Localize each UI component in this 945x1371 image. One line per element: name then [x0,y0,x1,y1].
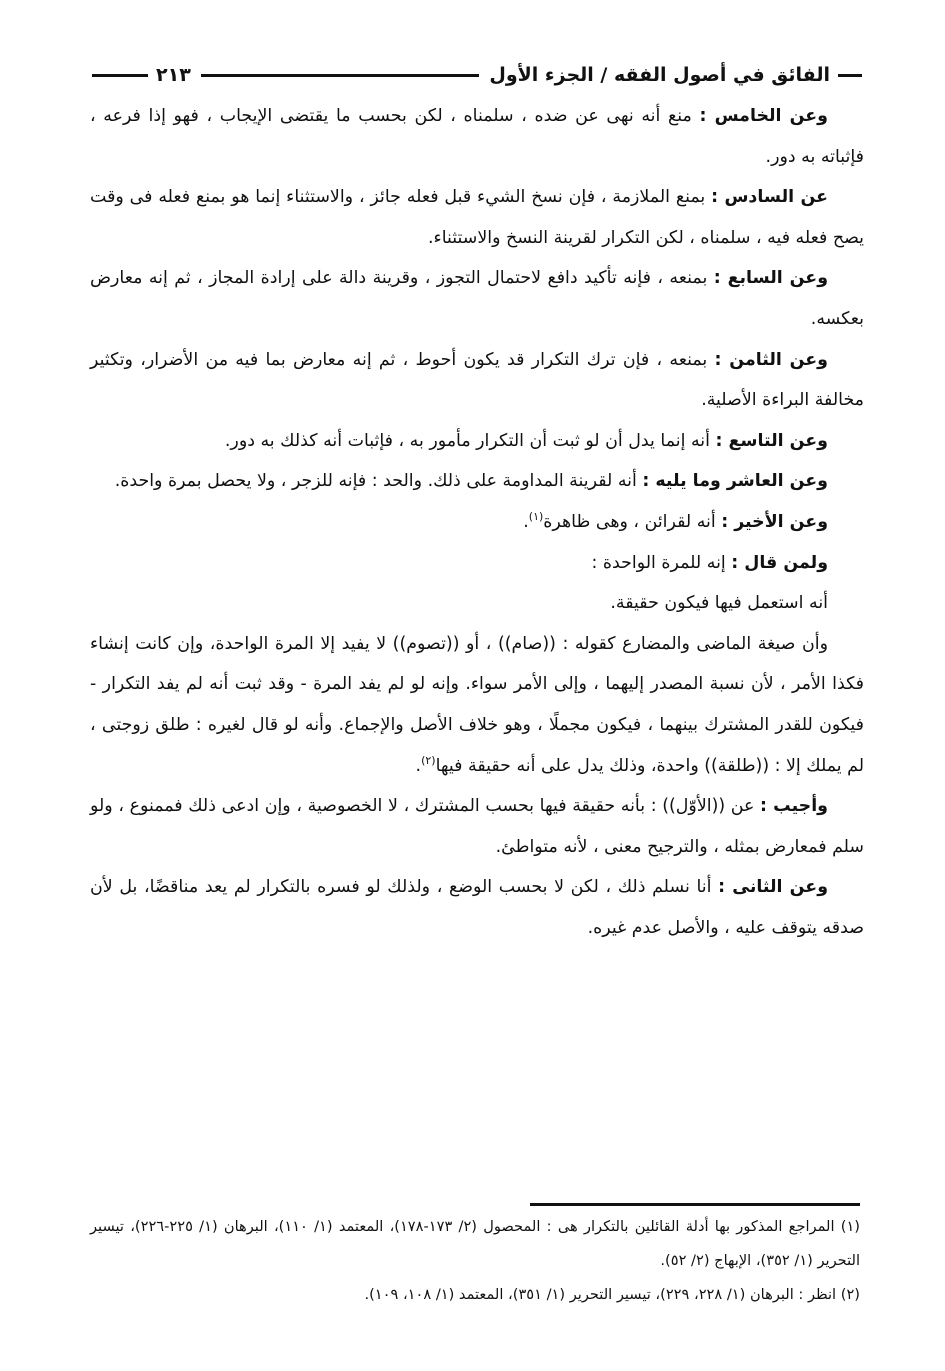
paragraph-ninth [90,421,864,462]
paragraph-text: بمنعه ، فإنه تأكيد دافع لاحتمال التجوز ، وقرينة دالة على إرادة المجاز ، ثم إنه معارض بعكسه. [90,268,864,329]
paragraph-reply [90,786,864,867]
paragraph-lead: وعن التاسع : [715,430,828,451]
paragraph-sixth [90,177,864,258]
paragraph-last [90,502,864,543]
footnote-1: (١) المراجع المذكور بها أدلة القائلين بالتكرار هى : المحصول (٢/ ١٧٣-١٧٨)، المعتمد (١/ ١١٠)، البرهان (١/ ٢٢٥-٢٢٦)، تيسير التحرير (١/ ٣٥٢)، الإبهاج (٢/ ٥٢). [90,1218,860,1269]
paragraph-lead: ولمن قال : [731,552,828,573]
paragraph-tenth [90,461,864,502]
paragraph-lead: وأجيب : [760,796,828,817]
paragraph-text: أنا نسلم ذلك ، لكن لا بحسب الوضع ، ولذلك لو فسره بالتكرار لم يعد مناقضًا، بل لأن صدقه يتوقف عليه ، والأصل عدم غيره. [90,877,864,938]
paragraph-text: أنه إنما يدل أن لو ثبت أن التكرار مأمور به ، فإثبات أنه كذلك به دور. [224,430,716,451]
paragraph-lead: وعن الثانى : [718,877,829,898]
paragraph-lead: وعن الثامن : [714,349,828,370]
paragraph-lead: عن السادس : [711,187,828,208]
paragraph-text: أنه لقرينة المداومة على ذلك. والحد : فإنه للزجر ، ولا يحصل بمرة واحدة. [114,471,643,492]
paragraph-text: عن ((الأوّل)) : بأنه حقيقة فيها بحسب المشترك ، لا الخصوصية ، وإن ادعى ذلك فممنوع ، ولو سلم فمعارض بمثله ، والترجيح معنى ، لأنه متواطئ. [90,796,864,857]
paragraph-text: بمنع الملازمة ، فإن نسخ الشيء قبل فعله جائز ، والاستثناء إنما هو بمنع فعله فى وقت يصح فعله فيه ، سلمناه ، لكن التكرار لقرينة النسخ والاستثناء. [90,187,864,248]
paragraph-argument-2 [90,624,864,786]
header-rule [201,74,480,77]
footnote-separator [530,1203,860,1206]
header-rule-end [92,74,148,77]
paragraph-text: وأن صيغة الماضى والمضارع كقوله : ((صام)) ، أو ((تصوم)) لا يفيد إلا المرة الواحدة، وإن كانت إنشاء فكذا الأمر ، لأن نسبة المصدر إليهما ، وإلى الأمر سواء. وإنه لو لم يفد المرة - وقد ثبت أنه لم يفد التكرار - فيكون للقدر المشترك بينهما ، فيكون مجملًا ، وهو خلاف الأصل والإجماع. وأنه لو قال لغيره : طلق زوجتى ، لم يملك إلا : ((طلقة)) واحدة، وذلك يدل على أنه حقيقة فيها [90,633,864,776]
paragraph-tail: . [523,511,529,532]
paragraph-second-reply [90,867,864,948]
paragraph-text: منع أنه نهى عن ضده ، سلمناه ، لكن بحسب ما يقتضى الإيجاب ، فهو إذا فرعه ، فإثباته به دور. [90,106,864,167]
paragraph-fifth [90,96,864,177]
paragraph-seventh [90,258,864,339]
running-header [92,58,862,92]
paragraph-text: أنه استعمل فيها فيكون حقيقة. [610,593,828,614]
footnote-ref-2[interactable]: (٢) [421,753,436,767]
main-text [90,96,864,948]
paragraph-lead: وعن الخامس : [699,106,828,126]
paragraph-text: بمنعه ، فإن ترك التكرار قد يكون أحوط ، ثم إنه معارض بما فيه من الأضرار، وتكثير مخالفة البراءة الأصلية. [90,349,864,411]
paragraph-text: أنه لقرائن ، وهى ظاهرة [543,511,722,532]
page-number: ٢١٣ [156,64,191,86]
running-title: الفائق في أصول الفقه / الجزء الأول [489,64,830,86]
paragraph-argument-1 [90,583,864,624]
footnote-2: (٢) انظر : البرهان (١/ ٢٢٨، ٢٢٩)، تيسير التحرير (١/ ٣٥١)، المعتمد (١/ ١٠٨، ١٠٩). [364,1286,860,1303]
paragraph-lead: وعن السابع : [713,268,828,289]
paragraph-single-view [90,543,864,584]
footnotes [90,1210,860,1312]
paragraph-tail: . [415,755,422,776]
paragraph-lead: وعن العاشر وما يليه : [642,471,828,492]
paragraph-text: إنه للمرة الواحدة : [591,552,732,573]
footnote-ref-1[interactable]: (١) [528,510,544,524]
paragraph-lead: وعن الأخير : [721,511,828,532]
header-rule-start [838,74,862,77]
paragraph-eighth [90,340,864,421]
